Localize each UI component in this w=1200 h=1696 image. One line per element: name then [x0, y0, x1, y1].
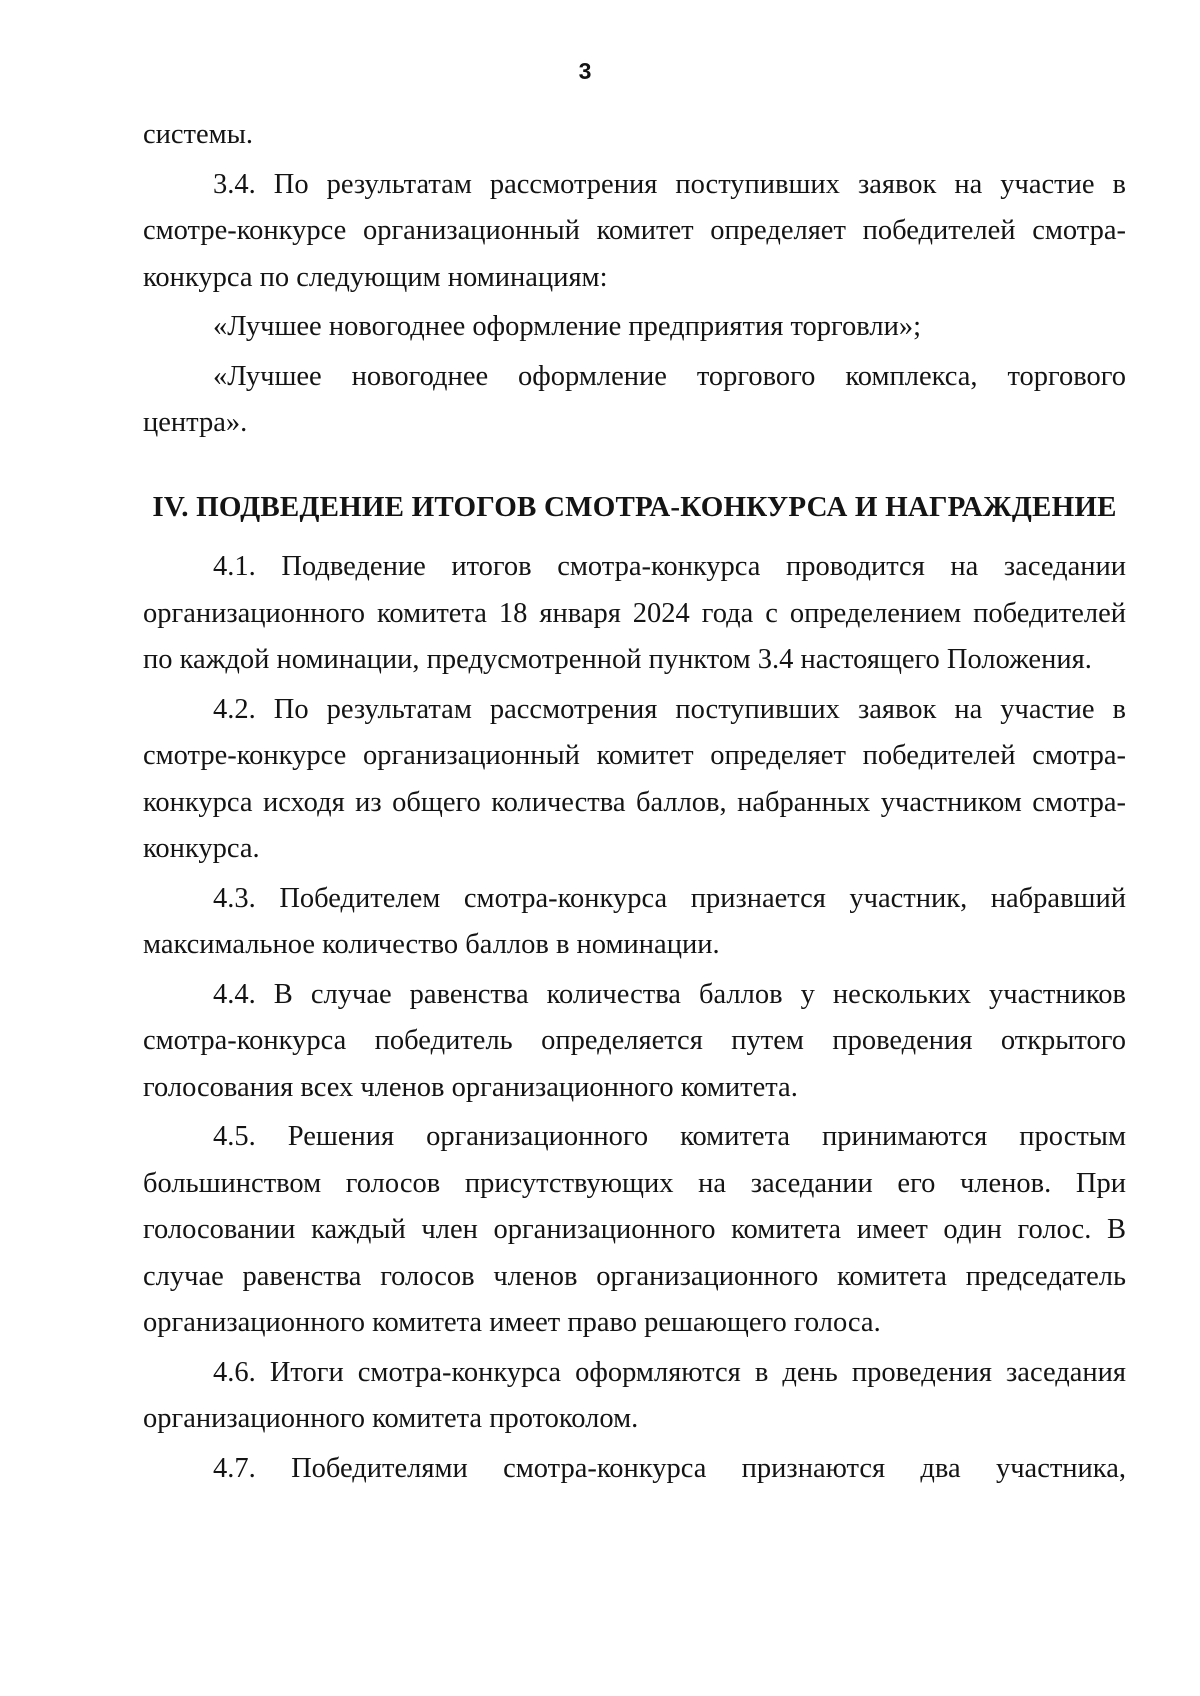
text-line: «Лучшее новогоднее оформление предприятия торговли»;: [213, 311, 922, 342]
text-line: 4.7. Победителями смотра-конкурса признаются два участника,: [213, 1452, 1126, 1484]
text-line: 4.6. Итоги смотра-конкурса оформляются в день проведения заседания: [213, 1356, 1126, 1388]
text-line: смотре-конкурсе организационный комитет определяет победителей смотра-: [143, 740, 1126, 771]
text-line: 4.4. В случае равенства количества баллов у нескольких участников: [213, 978, 1126, 1010]
continuation-paragraph: [143, 112, 1126, 159]
nomination-1: [143, 304, 1126, 351]
text-line: «Лучшее новогоднее оформление торгового комплекса, торгового: [213, 360, 1126, 392]
text-line: центра».: [143, 407, 248, 438]
text-line: по каждой номинации, предусмотренной пунктом 3.4 настоящего Положения.: [143, 644, 1092, 675]
text-line: смотре-конкурсе организационный комитет определяет победителей смотра-: [143, 215, 1126, 246]
paragraph-3-4: [143, 162, 1126, 302]
text-line: максимальное количество баллов в номинации.: [143, 929, 720, 960]
section-heading: IV. ПОДВЕДЕНИЕ ИТОГОВ СМОТРА-КОНКУРСА И НАГРАЖДЕНИЕ: [152, 490, 1117, 523]
text-line: голосовании каждый член организационного комитета имеет один голос. В: [143, 1214, 1126, 1245]
text-line: 4.3. Победителем смотра-конкурса признается участник, набравший: [213, 882, 1126, 914]
paragraph-4-6: [143, 1350, 1126, 1443]
text-line: большинством голосов присутствующих на заседании его членов. При: [143, 1167, 1126, 1199]
text-line: смотра-конкурса победитель определяется путем проведения открытого: [143, 1025, 1126, 1056]
paragraph-4-5: [143, 1114, 1126, 1347]
text-line: системы.: [143, 119, 253, 150]
paragraph-4-7: [143, 1446, 1126, 1493]
paragraph-4-2: [143, 687, 1126, 873]
text-line: конкурса.: [143, 833, 260, 864]
paragraph-4-3: [143, 876, 1126, 969]
text-line: голосования всех членов организационного комитета.: [143, 1071, 798, 1103]
text-line: конкурса по следующим номинациям:: [143, 261, 608, 293]
text-line: организационного комитета протоколом.: [143, 1403, 639, 1434]
text-line: 4.2. По результатам рассмотрения поступивших заявок на участие в: [213, 693, 1126, 725]
text-line: организационного комитета 18 января 2024 года с определением победителей: [143, 597, 1126, 629]
page-number: 3: [578, 58, 593, 84]
text-line: случае равенства голосов членов организационного комитета председатель: [143, 1260, 1126, 1292]
paragraph-4-4: [143, 972, 1126, 1112]
paragraph-4-1: [143, 544, 1126, 684]
text-line: 4.1. Подведение итогов смотра-конкурса проводится на заседании: [213, 551, 1126, 582]
text-line: 3.4. По результатам рассмотрения поступивших заявок на участие в: [213, 168, 1126, 200]
text-line: конкурса исходя из общего количества баллов, набранных участником смотра-: [143, 786, 1126, 818]
text-line: организационного комитета имеет право решающего голоса.: [143, 1307, 881, 1338]
text-line: 4.5. Решения организационного комитета принимаются простым: [213, 1121, 1126, 1152]
nomination-2: [143, 354, 1126, 447]
document-body: [143, 112, 1126, 1495]
